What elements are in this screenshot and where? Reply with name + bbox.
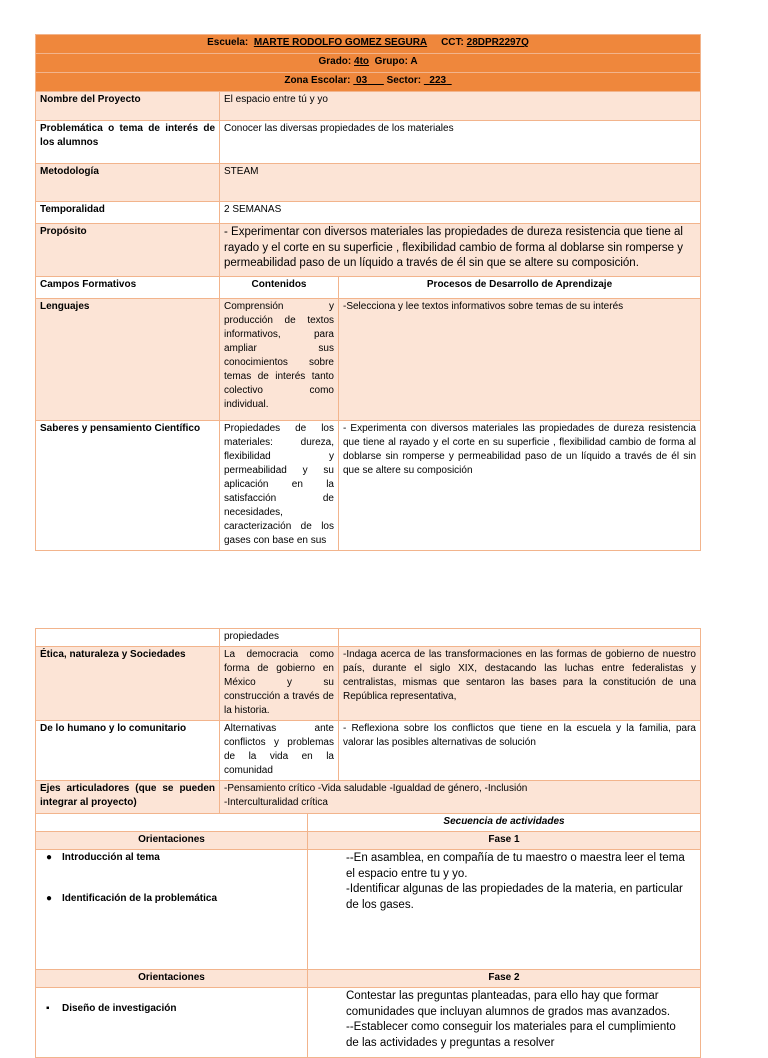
group-value: Grupo: A: [374, 56, 418, 67]
secuencia-title: Secuencia de actividades: [308, 814, 701, 832]
fase-2-actividades: Contestar las preguntas planteadas, para ello hay que formar comunidades que incluyan alumnos de grados mas avanzados. --Establecer como conseguir los materiales para el cumplimiento de las actividades y preguntas a resolver: [308, 988, 701, 1058]
list-item: ▪ Diseño de investigación: [46, 1003, 177, 1014]
fase-1-header: Fase 1: [308, 832, 701, 850]
orientaciones-header-1: Orientaciones: [36, 832, 308, 850]
campo-saberes: Saberes y pensamiento Científico: [36, 421, 220, 551]
contenido-etica: La democracia como forma de gobierno en México y su construcción a través de la historia.: [220, 647, 339, 721]
campo-lenguajes: Lenguajes: [36, 299, 220, 421]
metodologia-value: STEAM: [220, 164, 701, 202]
contenido-saberes-cont: propiedades: [220, 629, 339, 647]
proposito-label: Propósito: [36, 224, 220, 277]
proposito-value: - Experimentar con diversos materiales las propiedades de dureza resistencia que tiene al rayado y el corte en su superficie , flexibilidad cambio de forma al doblarse sin romperse y permeabilidad paso de un líquido a través de él sin que se altere su composición.: [220, 224, 701, 277]
list-item: ● Identificación de la problemática: [46, 893, 218, 904]
contenidos-header: Contenidos: [220, 277, 339, 299]
problematica-value: Conocer las diversas propiedades de los materiales: [220, 121, 701, 164]
zone-header-row: Zona Escolar: 03 Sector: 223: [36, 73, 701, 92]
list-item: ● Introducción al tema: [46, 852, 160, 863]
orientaciones-header-2: Orientaciones: [36, 970, 308, 988]
zone-value: 03: [356, 75, 368, 86]
campos-header: Campos Formativos: [36, 277, 220, 299]
fase-2-header: Fase 2: [308, 970, 701, 988]
school-header-row: Escuela: MARTE RODOLFO GOMEZ SEGURA CCT: 28DPR2297Q: [36, 35, 701, 54]
proceso-etica: -Indaga acerca de las transformaciones en las formas de gobierno de nuestro país, durante el siglo XIX, destacando las luchas entre federalistas y centralistas, mismas que sentaron las bases para la constitución de una República representativa,: [339, 647, 701, 721]
sector-value: 223: [429, 75, 447, 86]
ejes-line-1: -Pensamiento crítico -Vida saludable -Igualdad de género, -Inclusión: [224, 783, 528, 794]
temporalidad-label: Temporalidad: [36, 202, 220, 224]
ejes-label: Ejes articuladores (que se pueden integrar al proyecto): [36, 781, 220, 825]
metodologia-label: Metodología: [36, 164, 220, 202]
contenido-lenguajes: Comprensión y producción de textos informativos, para ampliar sus conocimientos sobre temas de interés tanto colectivo como individual.: [220, 299, 339, 421]
grade-value: 4to: [354, 56, 370, 67]
proceso-saberes: - Experimenta con diversos materiales las propiedades de dureza resistencia que tiene al rayado y el corte en su superficie , flexibilidad cambio de forma al doblarse sin romperse y permeabilidad paso de un líquido a través de él sin que se altere su composición: [339, 421, 701, 551]
campo-etica: Ética, naturaleza y Sociedades: [36, 647, 220, 721]
ejes-line-2: -Interculturalidad crítica: [224, 797, 328, 808]
nombre-value: El espacio entre tú y yo: [220, 92, 701, 121]
campo-humano: De lo humano y lo comunitario: [36, 721, 220, 781]
project-table-part2: [35, 628, 701, 825]
contenido-saberes: Propiedades de los materiales: dureza, flexibilidad y permeabilidad y su aplicación en la satisfacción de necesidades, caracterización de los gases con base en sus: [220, 421, 339, 551]
proceso-lenguajes: -Selecciona y lee textos informativos sobre temas de su interés: [339, 299, 701, 421]
fase-2-orientaciones: [36, 988, 308, 1058]
temporalidad-value: 2 SEMANAS: [220, 202, 701, 224]
procesos-header: Procesos de Desarrollo de Aprendizaje: [339, 277, 701, 299]
school-name: MARTE RODOLFO GOMEZ SEGURA: [253, 37, 428, 48]
secuencia-table: [35, 813, 701, 1058]
proceso-humano: - Reflexiona sobre los conflictos que tiene en la escuela y la familia, para valorar las posibles alternativas de solución: [339, 721, 701, 781]
contenido-humano: Alternativas ante conflictos y problemas de la vida en la comunidad: [220, 721, 339, 781]
grade-header-row: Grado: 4to Grupo: A: [36, 54, 701, 73]
cct-code: 28DPR2297Q: [466, 37, 529, 48]
project-table-part1: [35, 34, 701, 551]
fase-1-actividades: --En asamblea, en compañía de tu maestro o maestra leer el tema el espacio entre tu y yo. -Identificar algunas de las propiedades de la materia, en particular de los gases.: [308, 850, 701, 970]
nombre-label: Nombre del Proyecto: [36, 92, 220, 121]
problematica-label: Problemática o tema de interés de los alumnos: [36, 121, 220, 164]
fase-1-orientaciones: [36, 850, 308, 970]
